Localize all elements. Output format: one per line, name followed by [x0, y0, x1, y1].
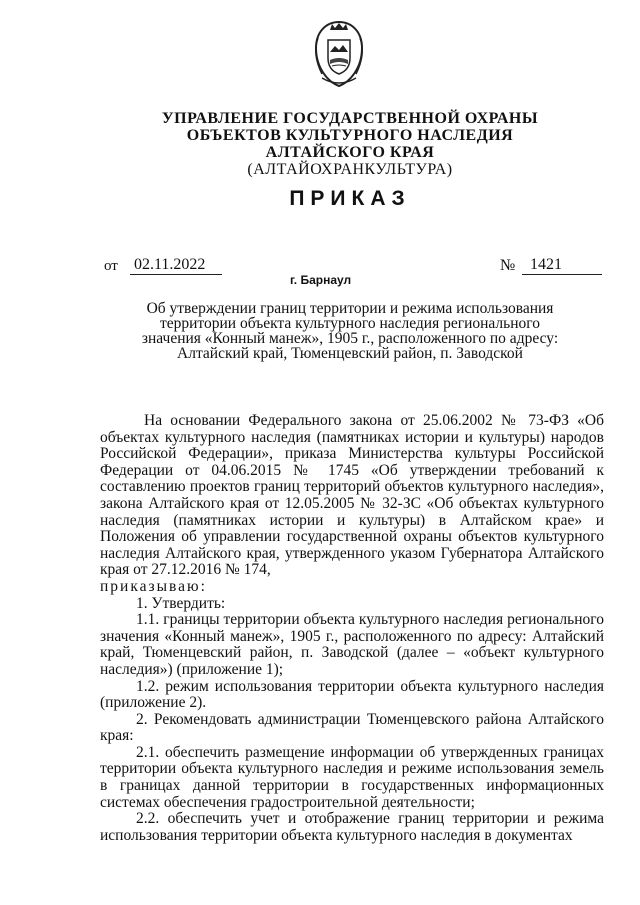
item-2-2: 2.2. обеспечить учет и отображение границ территории и режима использования территории объекта культурного наследия в документах: [100, 810, 604, 844]
coat-of-arms-icon: [308, 18, 370, 90]
city: г. Барнаул: [290, 273, 352, 287]
item-2-1: 2.1. обеспечить размещение информации об утвержденных границах территории объекта культурного наследия и режиме использования земель в границах данной территории в государственных информационных системах обеспечения градостроительной деятельности;: [100, 743, 604, 811]
item-1: 1. Утвердить:: [136, 594, 226, 612]
item-1-1: 1.1. границы территории объекта культурного наследия регионального значения «Конный манеж», 1905 г., расположенного по адресу: Алтайский край, Тюменцевский район, п. Заводской (далее – «объект культурного наследия») (приложение 1);: [100, 611, 604, 678]
number-sign: №: [500, 257, 516, 274]
item-2: 2. Рекомендовать администрации Тюменцевского района Алтайского края:: [100, 710, 604, 745]
document-body: [100, 413, 604, 844]
preamble-paragraph: На основании Федерального закона от 25.06.2002 № 73-ФЗ «Об объектах культурного наследия (памятниках истории и культуры) народов Российской Федерации», приказа Министерства культуры Российской Федерации от 04.06.2015 № 1745 «Об утверждении требований к составлению проектов границ территорий объектов культурного наследия», закона Алтайского края от 12.05.2005 № 32-ЗС «Об объектах культурного наследия (памятниках истории и культуры) в Алтайском крае» и Положения об управлении государственной охраны объектов культурного наследия Алтайского края, утвержденного указом Губернатора Алтайского края от 27.12.2016 № 174,: [100, 412, 604, 579]
date-prefix: от: [104, 258, 118, 274]
document-date: [130, 256, 222, 275]
document-date-value: 02.11.2022: [134, 256, 206, 273]
document-title: ПРИКАЗ: [289, 187, 411, 210]
header-line-4: (АЛТАЙОХРАНКУЛЬТУРА): [247, 161, 453, 178]
subject-line-2: территории объекта культурного наследия регионального: [159, 315, 541, 332]
header-line-2: ОБЪЕКТОВ КУЛЬТУРНОГО НАСЛЕДИЯ: [186, 127, 514, 144]
header-line-1: УПРАВЛЕНИЕ ГОСУДАРСТВЕННОЙ ОХРАНЫ: [161, 110, 539, 127]
item-1-2: 1.2. режим использования территории объекта культурного наследия (приложение 2).: [100, 677, 604, 712]
document-subject: [140, 301, 560, 361]
document-number-value: 1421: [530, 256, 562, 273]
document-number: [522, 256, 602, 275]
subject-line-4: Алтайский край, Тюменцевский район, п. Заводской: [177, 345, 523, 362]
order-word: приказываю:: [100, 577, 207, 595]
header-line-3: АЛТАЙСКОГО КРАЯ: [265, 144, 435, 161]
subject-line-1: Об утверждении границ территории и режима использования: [146, 300, 554, 317]
subject-line-3: значения «Конный манеж», 1905 г., расположенного по адресу:: [141, 330, 559, 347]
